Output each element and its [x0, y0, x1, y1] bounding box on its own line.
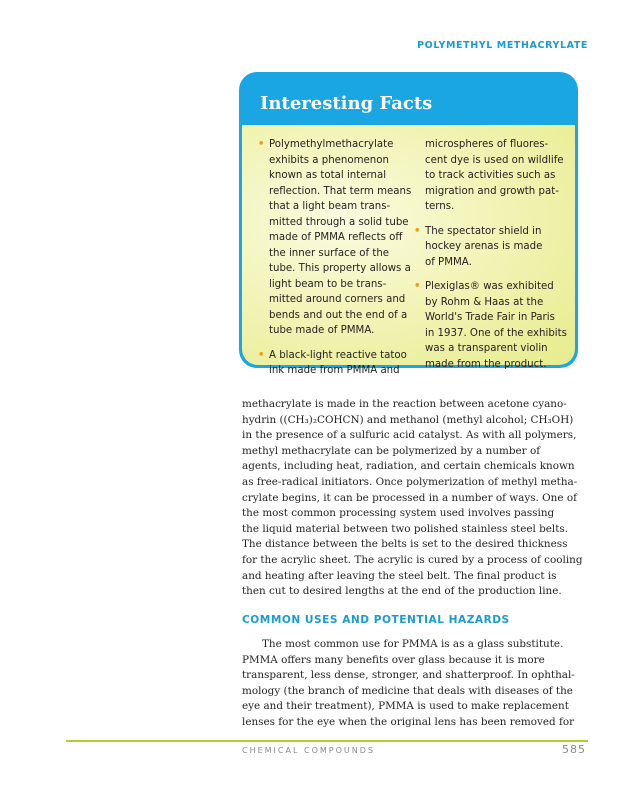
fact-line: World's Trade Fair in Paris	[425, 312, 555, 323]
fact-line: of PMMA.	[425, 256, 472, 268]
fact-line: tube made of PMMA.	[269, 325, 375, 336]
fact-line: bends and out the end of a	[269, 309, 408, 321]
fact-line: by Rohm & Haas at the	[425, 296, 544, 308]
bullet-icon: •	[258, 349, 265, 361]
facts-title: Interesting Facts	[260, 93, 433, 114]
fact-line: reflection. That term means	[269, 185, 412, 197]
body-line: hydrin ((CH₃)₂COHCN) and methanol (methyl alcohol; CH₃OH)	[242, 413, 574, 426]
fact-line: Plexiglas® was exhibited	[425, 281, 554, 292]
body-line: agents, including heat, radiation, and certain chemicals known	[242, 460, 575, 473]
fact-line: in 1937. One of the exhibits	[425, 327, 567, 339]
fact-line: microspheres of fluores-	[425, 139, 549, 150]
bullet-icon: •	[414, 225, 421, 237]
fact-line: that a light beam trans-	[269, 201, 391, 212]
bullet-icon: •	[414, 281, 421, 292]
fact-item-hockey-shield	[414, 224, 564, 271]
fact-line: hockey arenas is made	[425, 241, 543, 252]
body-line: The most common use for PMMA is as a glass substitute.	[262, 638, 564, 650]
fact-line: terns.	[425, 201, 455, 212]
body-line: eye and their treatment), PMMA is used to make replacement	[242, 700, 569, 713]
footer-book-title: CHEMICAL COMPOUNDS	[242, 746, 375, 755]
fact-line: ink made from PMMA and	[269, 365, 400, 376]
fact-line: was a transparent violin	[425, 343, 548, 354]
fact-line: Polymethylmethacrylate	[269, 139, 394, 150]
body-line: the liquid material between two polished stainless steel belts.	[242, 522, 569, 535]
fact-line: made from the product.	[425, 358, 547, 370]
fact-line: tube. This property allows a	[269, 263, 411, 274]
fact-line: light beam to be trans-	[269, 278, 387, 290]
body-line: then cut to desired lengths at the end of the production line.	[242, 585, 562, 598]
fact-line: exhibits a phenomenon	[269, 154, 389, 166]
body-line: methyl methacrylate can be polymerized by a number of	[242, 444, 541, 457]
fact-item-tattoo-ink-continued	[414, 137, 564, 215]
footer-rule	[66, 740, 588, 742]
fact-line: known as total internal	[269, 170, 387, 181]
interesting-facts-box	[239, 72, 578, 376]
body-line: crylate begins, it can be processed in a number of ways. One of	[242, 491, 577, 504]
fact-line: mitted through a solid tube	[269, 216, 409, 228]
fact-item-plexiglas	[414, 279, 567, 372]
body-paragraph-production	[242, 397, 583, 600]
body-line: in the presence of a sulfuric acid catalyst. As with all polymers,	[242, 429, 577, 442]
section-heading: COMMON USES AND POTENTIAL HAZARDS	[242, 614, 510, 626]
fact-line: cent dye is used on wildlife	[425, 154, 564, 166]
body-line: and heating after leaving the steel belt. The final product is	[242, 569, 557, 582]
bullet-icon: •	[258, 139, 265, 150]
body-line: for the acrylic sheet. The acrylic is cured by a process of cooling	[242, 553, 583, 566]
facts-right-column	[414, 137, 567, 381]
fact-item-tattoo-ink	[258, 348, 408, 379]
body-line: lenses for the eye when the original lens has been removed for	[242, 715, 575, 728]
facts-panel	[242, 125, 575, 376]
fact-line: migration and growth pat-	[425, 185, 559, 197]
fact-line: A black-light reactive tatoo	[269, 349, 407, 361]
body-line: mology (the branch of medicine that deals with diseases of the	[242, 684, 573, 697]
running-head: POLYMETHYL METHACRYLATE	[417, 40, 588, 51]
body-line: The distance between the belts is set to the desired thickness	[242, 538, 568, 551]
fact-line: the inner surface of the	[269, 247, 390, 259]
body-paragraph-uses	[242, 637, 574, 731]
body-line: the most common processing system used involves passing	[242, 507, 555, 520]
fact-line: mitted around corners and	[269, 294, 406, 305]
fact-line: The spectator shield in	[425, 225, 542, 237]
fact-item-total-internal-reflection	[258, 137, 412, 339]
page-number: 585	[562, 743, 586, 756]
body-line: transparent, less dense, stronger, and shatterproof. In ophthal-	[242, 669, 575, 682]
fact-line: to track activities such as	[425, 170, 556, 181]
fact-line: made of PMMA reflects off	[269, 232, 403, 243]
body-line: PMMA offers many benefits over glass because it is more	[242, 653, 545, 666]
body-line: methacrylate is made in the reaction between acetone cyano-	[242, 398, 567, 410]
facts-left-column	[258, 137, 412, 388]
body-line: as free-radical initiators. Once polymerization of methyl metha-	[242, 475, 578, 488]
